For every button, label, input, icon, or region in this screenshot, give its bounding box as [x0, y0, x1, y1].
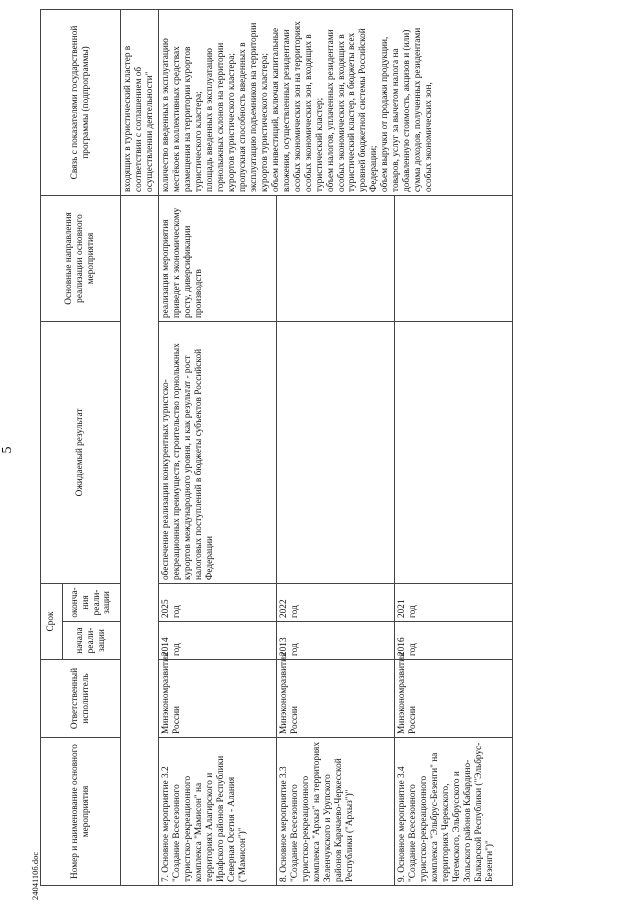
header-term: Срок [41, 583, 63, 659]
table-row [159, 9, 277, 885]
row-link: объем налогов, уплаченных резидентами особых экономических зон, входящих в туристический кластер, в бюджеты всех уровней бюджетной системы Российской Федерации; [325, 28, 380, 192]
row-number: 8. [279, 875, 289, 882]
continuation-row [121, 9, 159, 885]
header-result: Ожидаемый результат [41, 321, 121, 583]
rotated-table-container [40, 10, 540, 886]
document-code: 2404110б.doc [30, 851, 40, 900]
header-directions: Основные направления реализации основного мероприятия [41, 195, 121, 321]
row-start: 2014 год [159, 622, 277, 660]
table-header [41, 9, 121, 885]
row-directions: реализация мероприятия приведет к экономическому росту, диверсификации производств [159, 195, 277, 321]
header-name: Номер и наименование основного мероприятия [41, 738, 121, 886]
row-start: 2013 год [277, 622, 395, 660]
page-number: 5 [0, 446, 15, 454]
row-result [277, 321, 395, 583]
row-result: обеспечение реализации конкурентных туристско-рекреационных преимуществ, строительство горнолыжных курортов международного уровня, и как результат - рост налоговых поступлений в бюджеты субъектов Российской Федерации [159, 321, 277, 583]
continuation-link: входящих в туристический кластер в соответствии с соглашением об осуществлении деятельности" [121, 9, 159, 195]
row-directions [395, 195, 513, 321]
header-link: Связь с показателями государственной программы (подпрограммы) [41, 9, 121, 195]
row-name: Основное мероприятие 3.2 "Создание Всесезонного туристско-рекреационного комплекса "Мамисон" на территориях Алагирского и Ирафского районов Республики Северная Осетия - Алания ("Мамисон")" [161, 755, 248, 882]
row-name: Основное мероприятие 3.3 "Создание Всесезонного туристско-рекреационного комплекса "Архыз" на территориях Зеленчукского и Урупского районов Карачаево-Черкесской Республики ("Архыз")" [279, 742, 355, 882]
row-link-merged [159, 9, 513, 195]
row-name-cell [277, 738, 395, 886]
row-start: 2016 год [395, 622, 513, 660]
row-end: 2022 год [277, 583, 395, 621]
row-name-cell [159, 738, 277, 886]
row-end: 2025 год [159, 583, 277, 621]
row-number: 7. [161, 875, 171, 882]
row-directions [277, 195, 395, 321]
header-executor: Ответственный исполнитель [41, 660, 121, 738]
header-end: оконча-ния реали-зации [63, 583, 121, 621]
row-name-cell [395, 738, 513, 886]
header-start: начала реали-зации [63, 622, 121, 660]
continuation-empty [121, 195, 159, 885]
row-end: 2021 год [395, 583, 513, 621]
row-link: объем выручки от продажи продукции, товаров, услуг за вычетом налога на добавленную стоимость, акцизов и (или) сумма доходов, полученных резидентами особых экономических зон, [380, 27, 435, 192]
measures-table [40, 9, 513, 886]
row-link: количество введенных в эксплуатацию местёкоек в коллективных средствах размещения на территории курортов туристического кластера; площадь введенных в эксплуатацию горнолыжных склонов на территории курортов туристического кластера; пропускная способность введенных в эксплуатацию подъемников на территории курортов туристического кластера; объем инвестиций, включая капитальные вложения, осуществленных резидентами особых экономических зон на территориях особых экономических зон, входящих в туристический кластер; [161, 21, 325, 192]
row-executor: Минэкономразвития России [277, 660, 395, 738]
row-name: Основное мероприятие 3.4 "Создание Всесезонного туристско-рекреационного комплекса "Эльбрус-Безенги" на территориях Черекского, Чегемского, Эльбрусского и Зольского районов Кабардино-Балкарской Республики ("Эльбрус-Безенги")" [397, 742, 495, 882]
row-number: 9. [397, 875, 407, 882]
row-result [395, 321, 513, 583]
row-executor: Минэкономразвития России [395, 660, 513, 738]
row-executor: Минэкономразвития России [159, 660, 277, 738]
